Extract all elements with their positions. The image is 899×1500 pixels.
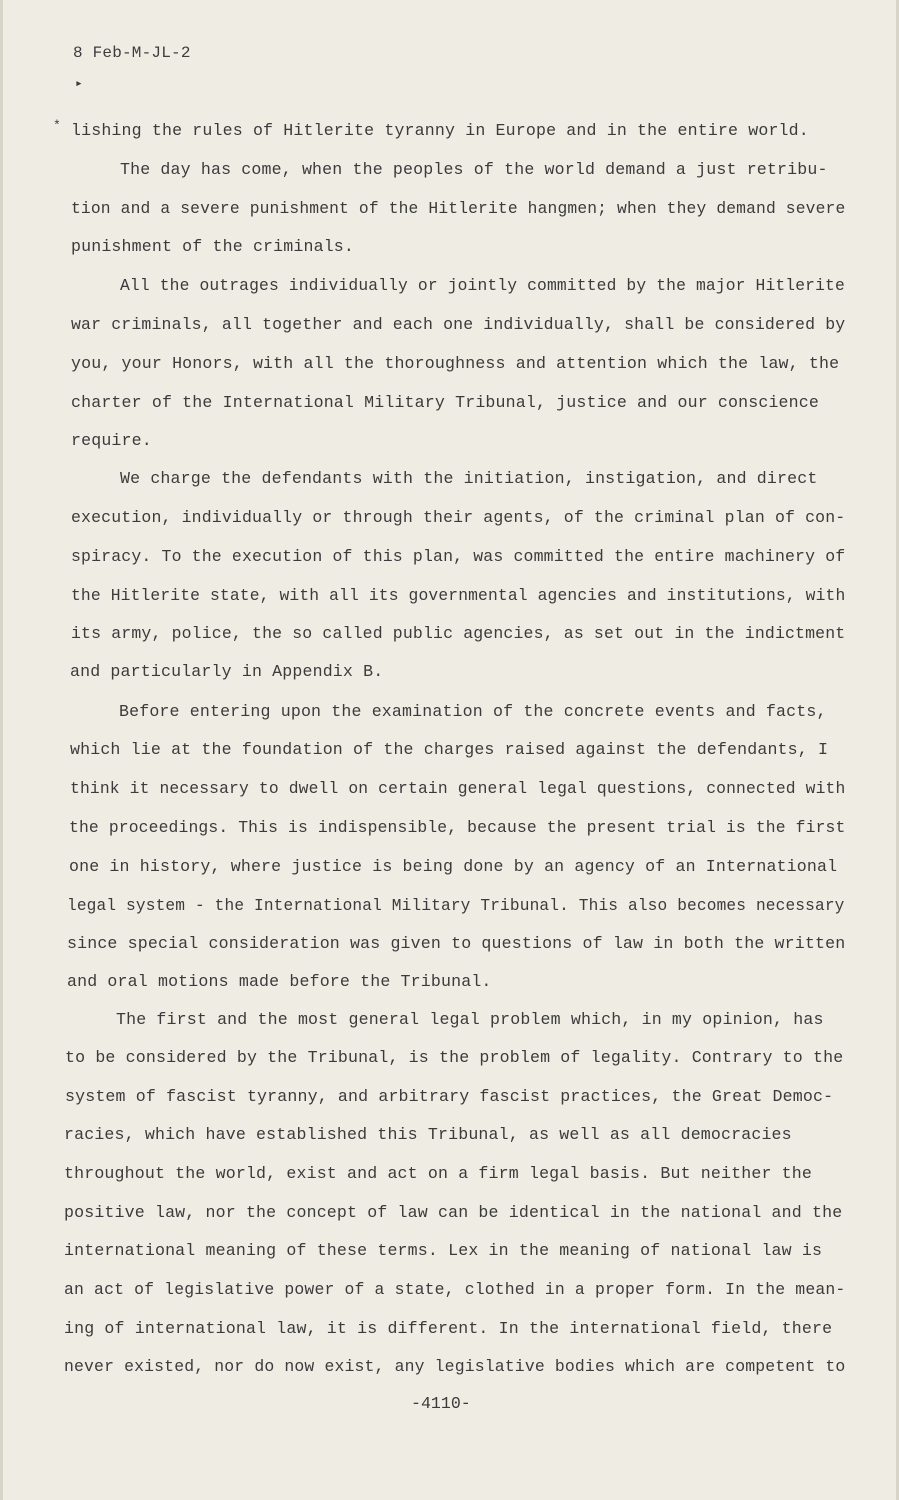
text-line: legal system - the International Military Tribunal. This also becomes necessary bbox=[67, 896, 845, 915]
text-line: Before entering upon the examination of the concrete events and facts, bbox=[119, 702, 827, 721]
page-header-code: 8 Feb-M-JL-2 bbox=[73, 44, 191, 62]
page-number: -4110- bbox=[411, 1394, 471, 1413]
text-line: spiracy. To the execution of this plan, was committed the entire machinery of bbox=[71, 547, 846, 566]
text-line: international meaning of these terms. Lex in the meaning of national law is bbox=[64, 1241, 823, 1260]
text-line: one in history, where justice is being done by an agency of an International bbox=[69, 857, 838, 876]
text-line: system of fascist tyranny, and arbitrary fascist practices, the Great Democ- bbox=[65, 1087, 834, 1106]
text-line: think it necessary to dwell on certain general legal questions, connected with bbox=[70, 779, 846, 798]
text-line: The first and the most general legal problem which, in my opinion, has bbox=[116, 1010, 824, 1029]
text-line: racies, which have established this Tribunal, as well as all democracies bbox=[64, 1125, 792, 1144]
text-line: require. bbox=[71, 431, 152, 450]
text-line: and oral motions made before the Tribunal. bbox=[67, 972, 492, 991]
text-line: its army, police, the so called public agencies, as set out in the indictment bbox=[71, 624, 846, 643]
text-line: never existed, nor do now exist, any legislative bodies which are competent to bbox=[64, 1357, 846, 1376]
text-line: punishment of the criminals. bbox=[71, 237, 355, 256]
text-line: execution, individually or through their agents, of the criminal plan of con- bbox=[71, 508, 846, 527]
text-line: since special consideration was given to questions of law in both the written bbox=[67, 934, 846, 953]
text-line: throughout the world, exist and act on a firm legal basis. But neither the bbox=[64, 1164, 812, 1183]
text-line: positive law, nor the concept of law can be identical in the national and the bbox=[64, 1203, 843, 1222]
text-line: charter of the International Military Tribunal, justice and our conscience bbox=[71, 393, 819, 412]
text-line: the Hitlerite state, with all its governmental agencies and institutions, with bbox=[71, 586, 846, 605]
text-line: an act of legislative power of a state, clothed in a proper form. In the mean- bbox=[64, 1280, 846, 1299]
text-line: war criminals, all together and each one individually, shall be considered by bbox=[71, 315, 846, 334]
text-line: All the outrages individually or jointly committed by the major Hitlerite bbox=[120, 276, 845, 295]
text-line: to be considered by the Tribunal, is the problem of legality. Contrary to the bbox=[65, 1048, 844, 1067]
text-line: you, your Honors, with all the thoroughness and attention which the law, the bbox=[71, 354, 840, 373]
text-line: and particularly in Appendix B. bbox=[70, 662, 384, 681]
text-line: lishing the rules of Hitlerite tyranny in Europe and in the entire world. bbox=[71, 121, 809, 140]
stray-mark-icon: * bbox=[53, 118, 61, 133]
stray-mark-icon: ▸ bbox=[75, 76, 83, 91]
text-line: The day has come, when the peoples of the world demand a just retribu- bbox=[120, 160, 828, 179]
text-line: We charge the defendants with the initiation, instigation, and direct bbox=[120, 469, 818, 488]
text-line: which lie at the foundation of the charges raised against the defendants, I bbox=[70, 740, 829, 759]
text-line: ing of international law, it is different. In the international field, there bbox=[64, 1319, 833, 1338]
text-line: the proceedings. This is indispensible, because the present trial is the first bbox=[69, 818, 846, 837]
text-line: tion and a severe punishment of the Hitlerite hangmen; when they demand severe bbox=[71, 199, 846, 218]
